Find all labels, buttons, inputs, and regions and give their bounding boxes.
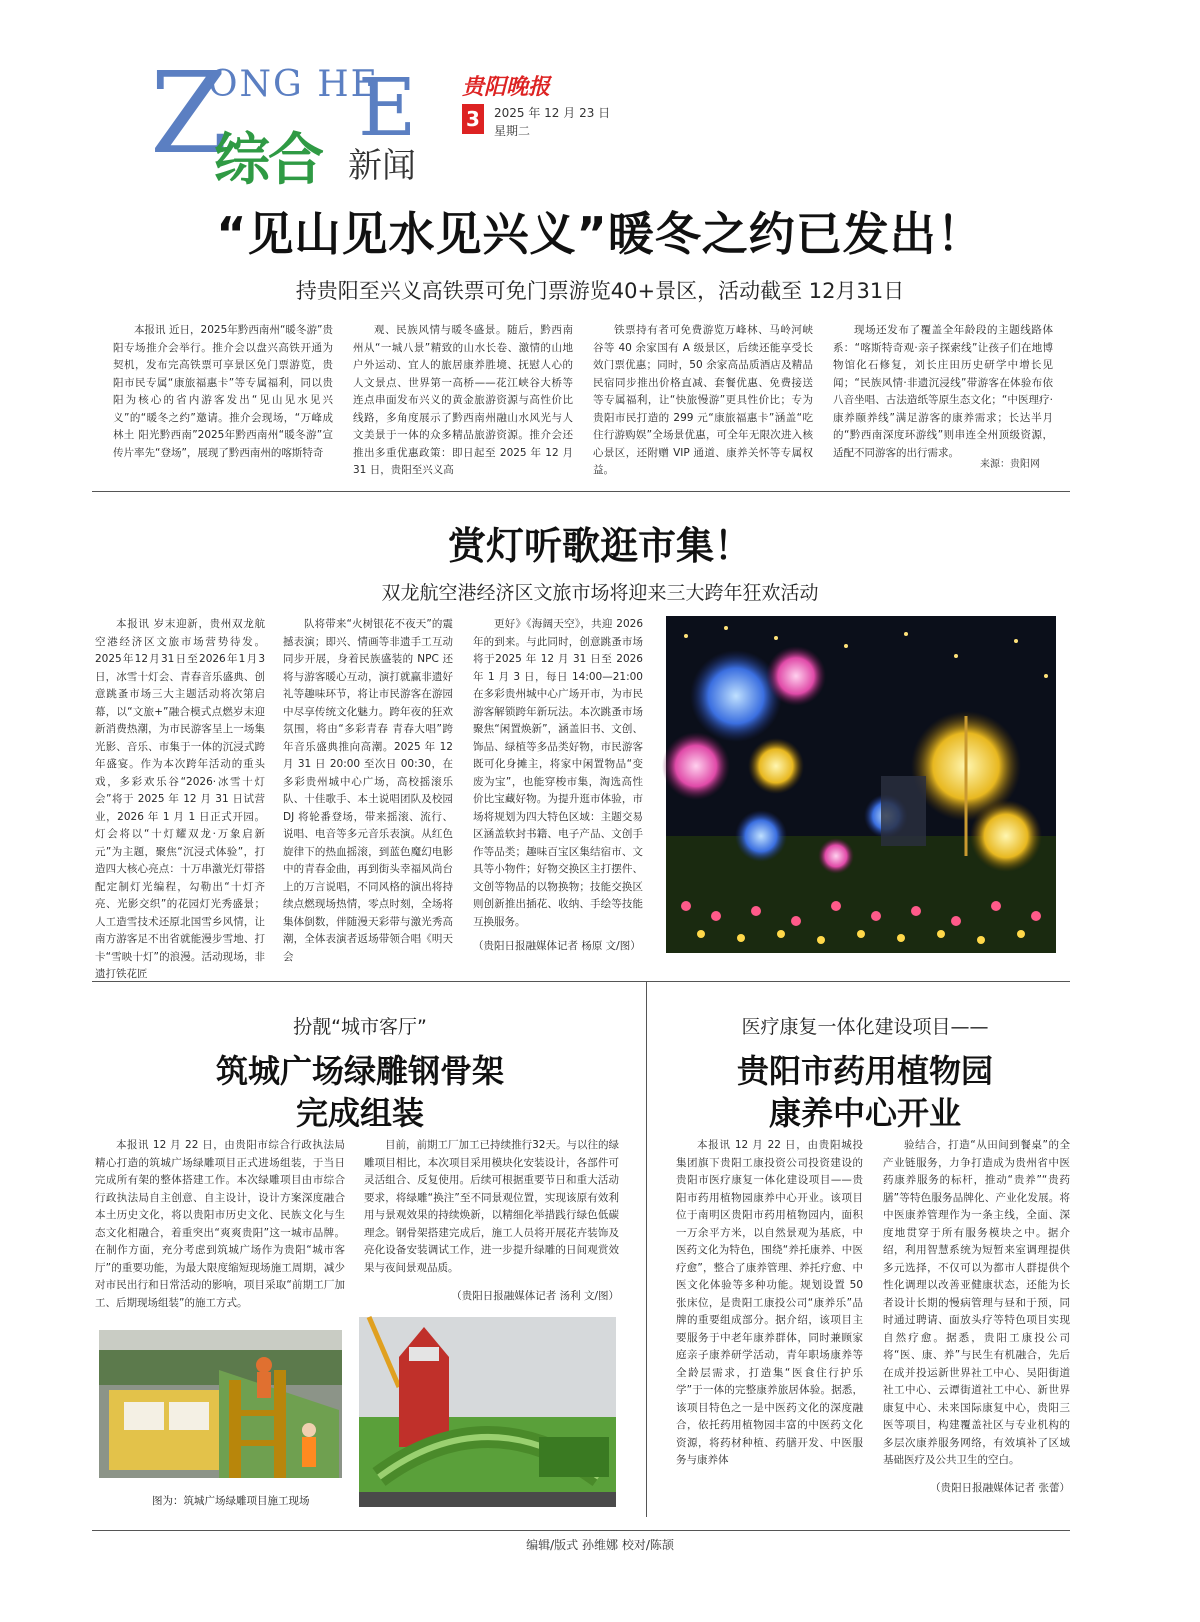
story4-byline (883, 1480, 1070, 1498)
story1-text-2: 观、民族风情与暖冬盛景。随后，黔西南州从“一城八景”精致的山水长卷、激情的山地户外运动、宜人的旅居康养胜境、抚慰人心的人文景点、世界第一高桥——花江峡谷大桥等连点串面发布兴义的黄金旅游资源与高性价比线路，多角度展示了黔西南州融山水风光与人文美景于一体的众多精品旅游资源。推介会还推出多重优惠政策：即日起至 2025 年 12 月 31 日，贵阳至兴义高 (353, 324, 573, 476)
story1-headline: “见山见水见兴义”暖冬之约已发出！ (216, 207, 984, 261)
story1-text-3: 铁票持有者可免费游览万峰林、马岭河峡谷等 40 余家国有 A 级景区，后续还能享受长效门票优惠；同时，50 余家高品质酒店及精品民宿同步推出价格直减、套餐优惠、免费接送等专属福利，让“快旅慢游”更具性价比；专为贵阳市民打造的 299 元“康旅福惠卡”涵盖“吃住行游购娱”全场景优惠，可全年无限次进入核心景区，还附赠 VIP 通道、康养关怀等专属权益。 (593, 324, 813, 476)
story1-column-2 (353, 322, 573, 476)
story1-source: 来源：贵阳网 (980, 459, 1040, 470)
story3-headline-line2: 完成组装 (295, 1094, 424, 1132)
story1-text-4: 现场还发布了覆盖全年龄段的主题线路体系：“喀斯特奇观·亲子探索线”让孩子们在地博物馆化石修复，刘长庄田历史研学中增长见闻；“民族风情·非遗沉浸线”带游客在体验布依八音坐唱、古法造纸等原生态文化；“中医理疗·康养颐养线”满足游客的康养需求；长达半月的“黔西南深度环游线”则串连全州顶级资源，适配不同游客的出行需求。 (833, 324, 1053, 459)
story2-headline: 赏灯听歌逛市集！ (447, 524, 752, 568)
story4-column-2 (883, 1137, 1070, 1479)
paper-name: 贵阳晚报 (462, 74, 551, 100)
story4-headline-line2: 康养中心开业 (768, 1094, 961, 1132)
story1-subheadline: 持贵阳至兴义高铁票可免门票游览40+景区，活动截至 12月31日 (295, 279, 905, 303)
lantern-festival-photo (666, 616, 1056, 953)
logo-section-news: 新闻 (348, 146, 416, 186)
story3-kicker: 扮靓“城市客厅” (293, 1016, 427, 1038)
story2-column-3 (473, 616, 643, 936)
divider-2 (92, 981, 1070, 982)
logo-letter-z: Z (150, 49, 228, 179)
story1-column-1 (113, 322, 333, 457)
story4-byline-text: （贵阳日报融媒体记者 张蕾） (930, 1482, 1070, 1494)
story1-text-1: 本报讯 近日，2025年黔西南州“暖冬游”贵阳专场推介会举行。推介会以盘兴高铁开通为契机，发布完高铁票可享景区免门票游览，贵阳市民专属“康旅福惠卡”等专属福利，同以贵阳为核心的省内游客发出“见山见水见兴义”的“暖冬之约”邀请。推介会现场，“万峰成林土 阳光黔西南”2025年黔西南州“暖冬游”宣传片率先“登场”，展现了黔西南州的喀斯特奇 (113, 324, 333, 459)
story2-text-2: 队将带来“火树银花不夜天”的震撼表演；即兴、情画等非遗手工互动同步开展，身着民族盛装的 NPC 还将与游客暖心互动，演打就赢非遗好礼等趣味环节，将让市民游客在游园中尽享传统文化魅力。跨年夜的狂欢氛围，将由“多彩青春 青春大唱”跨年音乐盛典推向高潮。2025 年 12 月 31 日 20:00 至次日 00:30，在多彩贵州城中心广场，高校摇滚乐队、十佳歌手、本土说唱团队及校园 DJ 将轮番登场，带来摇滚、流行、说唱、电音等多元音乐表演。从红色旋律下的热血摇滚，到蓝色魔幻电影中的青春金曲，再到街头幸福风尚台上的万言说唱，不同风格的演出将持续点燃现场热情，零点时刻，全场将集体倒数，伴随漫天彩带与激光秀高潮，全体表演者返场带领合唱《明天会 (283, 618, 453, 963)
story2-text-3: 更好》《海阔天空》，共迎 2026 年的到来。与此同时，创意跳蚤市场将于2025 年 12 月 31 日至 2026 年 1 月 3 日，每日 14:00—21:00 在多彩贵州城中心广场开市，为市民游客解锁跨年新玩法。本次跳蚤市场聚焦“闲置焕新”，涵盖旧书、文创、饰品、绿植等多品类好物，市民游客既可化身摊主，将家中闲置物品“变废为宝”，也能穿梭市集，淘选高性价比宝藏好物。为提升逛市体验，市场将规划为四大特色区域：主题交易区涵盖软封书籍、电子产品、文创手作等品类；趣味百宝区集结宿市、文具等小物件；好物交换区主打摆件、文创等物品的以物换物；技能交换区则创新推出插花、收纳、手绘等技能互换服务。 (473, 618, 643, 928)
story3-headline-line1: 筑城广场绿雕钢骨架 (215, 1052, 504, 1090)
green-sculpture-framework-photo (359, 1317, 616, 1507)
issue-date: 2025 年 12 月 23 日 (494, 106, 611, 120)
story3-photo-caption: 图为：筑城广场绿雕项目施工现场 (152, 1495, 310, 1507)
story2-text-1: 本报讯 岁末迎新，贵州双龙航空港经济区文旅市场营势待发。2025年12月31日至2026年1月3日，冰雪十灯会、青春音乐盛典、创意跳蚤市场三大主题活动将次第启幕，以“文旅+”融合模式点燃岁末迎新消费热潮，为市民游客呈上一场集光影、音乐、市集于一体的沉浸式跨年盛宴。作为本次跨年活动的重头戏，多彩欢乐谷“2026·冰雪十灯会”将于 2025 年 12 月 31 日试营业，2026 年 1 月 1 日正式开园。灯会将以“十灯耀双龙·万象启新元”为主题，聚焦“沉浸式体验”，打造四大核心亮点：十万串激光灯带搭配定制灯光编程，勾勒出“十灯齐亮、光影交织”的花园灯光秀盛景；人工造雪技术还原北国雪乡风情，让南方游客足不出省就能漫步雪地、打卡“雪映十灯”的浪漫。活动现场，非遗打铁花匠 (95, 618, 265, 980)
story4-text-2: 验结合，打造“从田间到餐桌”的全产业链服务，力争打造成为贵州省中医药康养服务的标杆，推动“贵养”“贵药膳”等特色服务品牌化、产业化发展。将中医康养管理作为一条主线，全面、深度地贯穿于所有服务模块之中。据介绍，利用智慧系统为短暂来室调理提供多元选择，不仅可以为都市人群提供个性化调理以改善亚健康状态，还能为长者设计长期的慢病管理与昼和于预，同时通过聘请、面放头疗等特色项目实现自然疗愈。据悉，贵阳工康投公司将“医、康、养”与民生有机融合，先后在成并投运新世界社工中心、吴阳街道社工中心、云谭街道社工中心、新世界康复中心、未来国际康复中心，贵阳三医等项目，构建覆盖社区与专业机构的多层次康养服务网络，有效填补了区域基础医疗及公共卫生的空白。 (883, 1139, 1070, 1466)
story1-column-3 (593, 322, 813, 476)
story2-byline (473, 938, 643, 956)
page-number: 3 (462, 104, 484, 134)
issue-weekday: 星期二 (494, 124, 531, 138)
logo-letter-e: E (358, 61, 417, 154)
story2-column-1 (95, 616, 265, 980)
story3-column-2 (364, 1137, 619, 1287)
story4-kicker: 医疗康复一体化建设项目—— (741, 1016, 989, 1038)
story2-byline-text: （贵阳日报融媒体记者 杨原 文/图） (473, 940, 641, 952)
story3-text-1: 本报讯 12 月 22 日，由贵阳市综合行政执法局精心打造的筑城广场绿雕项目正式进场组装，于当日完成所有架的整体搭建工作。本次绿雕项目由市综合行政执法局自主创意、自主设计，设计方案深度融合本土历史文化，将以贵阳市历史文化、民族文化与生态文化相融合，着重突出“爽爽贵阳”这一城市品牌。在制作方面，充分考虑到筑城广场作为贵阳“城市客厅”的重要功能，为最大限度缩短现场施工周期，减少对市民出行和日常活动的影响，项目采取“前期工厂加工、后期现场组装”的施工方式。 (95, 1139, 345, 1309)
column-divider (646, 982, 647, 1517)
story4-text-1: 本报讯 12 月 22 日，由贵阳城投集团旗下贵阳工康投资公司投资建设的贵阳市医疗康复一体化建设项目——贵阳市药用植物园康养中心开业。该项目位于南明区贵阳市药用植物园内，面积一万余平方米，以自然景观为基底，中医药文化为特色，围绕“养托康养、中医疗愈”，整合了康养管理、养托疗愈、中医文化体验等多种功能。规划设置 50 张床位，是贵阳工康投公司“康养乐”品牌的重要组成部分。据介绍，该项目主要服务于中老年康养群体，同时兼顾家庭亲子康养研学活动，青年职场康养等全龄层需求，打造集“医食住行护乐学”于一体的完整康养旅居体验。据悉，该项目特色之一是中医药文化的深度融合，依托药用植物园丰富的中医药文化资源，将药材种植、药膳开发、中医服务与康养体 (676, 1139, 863, 1466)
story3-text-2: 目前，前期工厂加工已持续推行32天。与以往的绿雕项目相比，本次项目采用模块化安装设计，各部件可灵活组合、反复使用。后续可根据重要节日和重大活动要求，将绿雕“换注”至不同景观位置，实现该原有效利用与景观效果的持续焕新，以精细化举措践行绿色低碳理念。钢骨架搭建完成后，施工人员将开展花卉装饰及亮化设备安装调试工作，进一步提升绿雕的日间观赏效果与夜间景观品质。 (364, 1139, 619, 1274)
logo-section-name: 综合 (214, 128, 322, 193)
footer-divider (92, 1530, 1070, 1531)
story3-byline-text: （贵阳日报融媒体记者 汤利 文/图） (451, 1290, 619, 1302)
logo-letters-onghe: ONG HE (208, 64, 379, 105)
masthead-logo (150, 49, 450, 193)
story2-column-2 (283, 616, 453, 963)
story4-headline-line1: 贵阳市药用植物园 (736, 1052, 993, 1090)
story4-column-1 (676, 1137, 863, 1505)
story3-column-1 (95, 1137, 345, 1309)
story3-byline (364, 1288, 619, 1306)
story1-column-4 (833, 322, 1053, 459)
story2-subheadline: 双龙航空港经济区文旅市场将迎来三大跨年狂欢活动 (381, 582, 819, 604)
divider-1 (92, 491, 1070, 492)
editor-credits: 编辑/版式 孙维娜 校对/陈颉 (526, 1538, 674, 1552)
green-sculpture-construction-photo (99, 1330, 342, 1478)
